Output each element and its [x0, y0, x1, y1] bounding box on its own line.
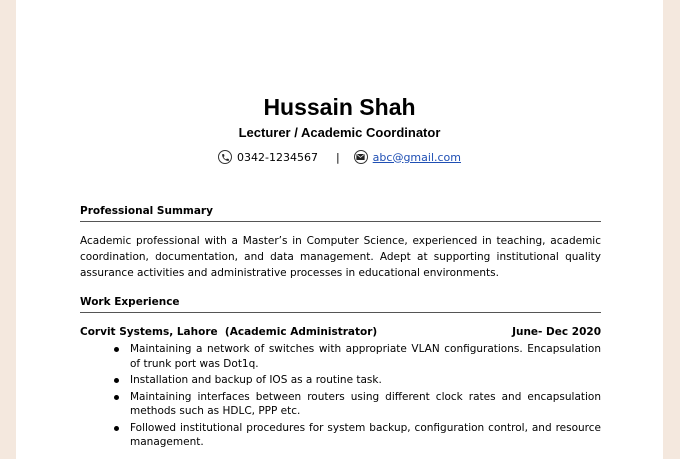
- job-bullets: [130, 342, 601, 452]
- contact-separator: |: [335, 150, 340, 164]
- job-dates: June- Dec 2020: [512, 326, 601, 338]
- phone-icon: [218, 150, 232, 164]
- contact-line: [16, 148, 663, 166]
- email-link[interactable]: abc@gmail.com: [372, 150, 461, 164]
- experience-heading: Work Experience: [80, 296, 601, 313]
- job-header: [80, 325, 601, 339]
- list-item: Maintaining interfaces between routers using different clock rates and encapsulation methods such as HDLC, PPP etc.: [130, 390, 601, 417]
- candidate-name: Hussain Shah: [263, 94, 416, 120]
- summary-heading: Professional Summary: [80, 205, 601, 222]
- resume-page: [16, 0, 663, 459]
- job-company: Corvit Systems, Lahore (Academic Administrator): [80, 326, 378, 338]
- list-item: Installation and backup of IOS as a routine task.: [130, 373, 601, 388]
- phone-number: 0342-1234567: [237, 150, 318, 164]
- summary-text: Academic professional with a Master’s in Computer Science, experienced in teaching, academic coordination, documentation, and data management. Adept at supporting institutional quality assurance activities and administrative processes in educational environments.: [80, 235, 601, 279]
- mail-icon: [354, 150, 368, 164]
- candidate-title: Lecturer / Academic Coordinator: [238, 125, 441, 140]
- list-item: Maintaining a network of switches with appropriate VLAN configurations. Encapsulation of trunk port was Dot1q.: [130, 343, 601, 370]
- list-item: Followed institutional procedures for system backup, configuration control, and resource management.: [130, 421, 601, 448]
